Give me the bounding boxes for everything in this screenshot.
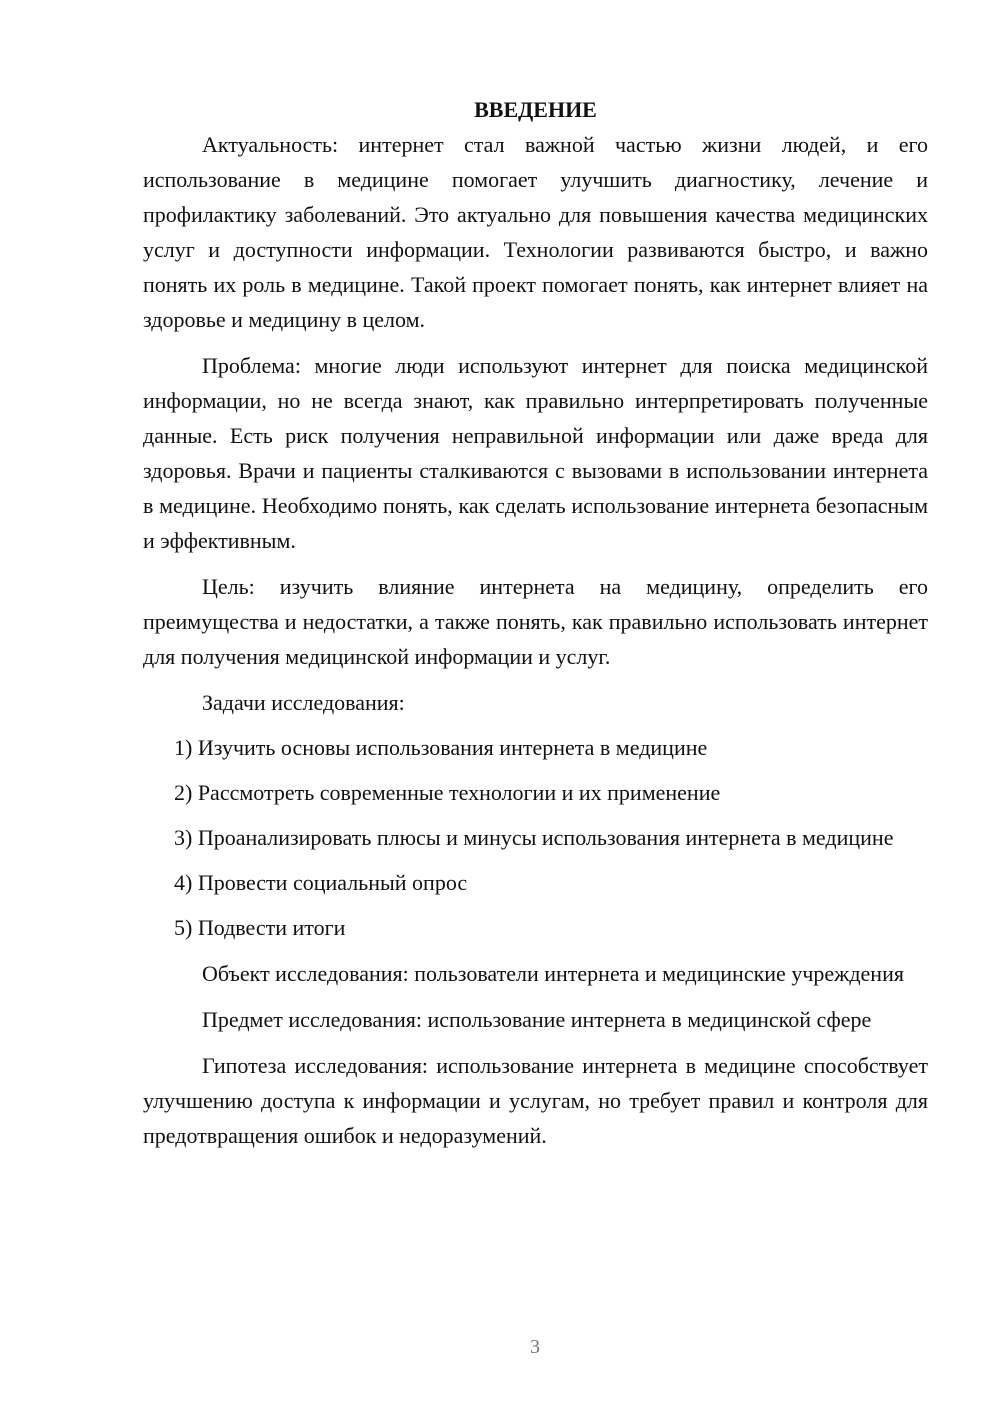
task-item-3: 3) Проанализировать плюсы и минусы использования интернета в медицине [174, 825, 894, 850]
page-body [143, 92, 928, 1153]
goal-paragraph: Цель: изучить влияние интернета на медицину, определить его преимущества и недостатки, а также понять, как правильно использовать интернет для получения медицинской информации и услуг. [143, 574, 928, 669]
object-paragraph: Объект исследования: пользователи интернета и медицинские учреждения [202, 961, 904, 986]
task-item-5: 5) Подвести итоги [174, 915, 346, 940]
task-item-1: 1) Изучить основы использования интернета в медицине [174, 735, 708, 760]
task-item-4: 4) Провести социальный опрос [174, 870, 468, 895]
tasks-title: Задачи исследования: [202, 690, 405, 715]
relevance-paragraph: Актуальность: интернет стал важной частью жизни людей, и его использование в медицине помогает улучшить диагностику, лечение и профилактику заболеваний. Это актуально для повышения качества медицинских услуг и доступности информации. Технологии развиваются быстро, и важно понять их роль в медицине. Такой проект помогает понять, как интернет влияет на здоровье и медицину в целом. [143, 132, 928, 332]
subject-paragraph: Предмет исследования: использование интернета в медицинской сфере [202, 1007, 872, 1032]
hypothesis-paragraph: Гипотеза исследования: использование интернета в медицине способствует улучшению доступа к информации и услугам, но требует правил и контроля для предотвращения ошибок и недоразумений. [143, 1053, 928, 1148]
section-heading: ВВЕДЕНИЕ [474, 97, 597, 122]
problem-paragraph: Проблема: многие люди используют интернет для поиска медицинской информации, но не всегда знают, как правильно интерпретировать полученные данные. Есть риск получения неправильной информации или даже вреда для здоровья. Врачи и пациенты сталкиваются с вызовами в использовании интернета в медицине. Необходимо понять, как сделать использование интернета безопасным и эффективным. [143, 353, 928, 553]
task-item-2: 2) Рассмотреть современные технологии и их применение [174, 780, 721, 805]
page-number: 3 [530, 1336, 540, 1358]
